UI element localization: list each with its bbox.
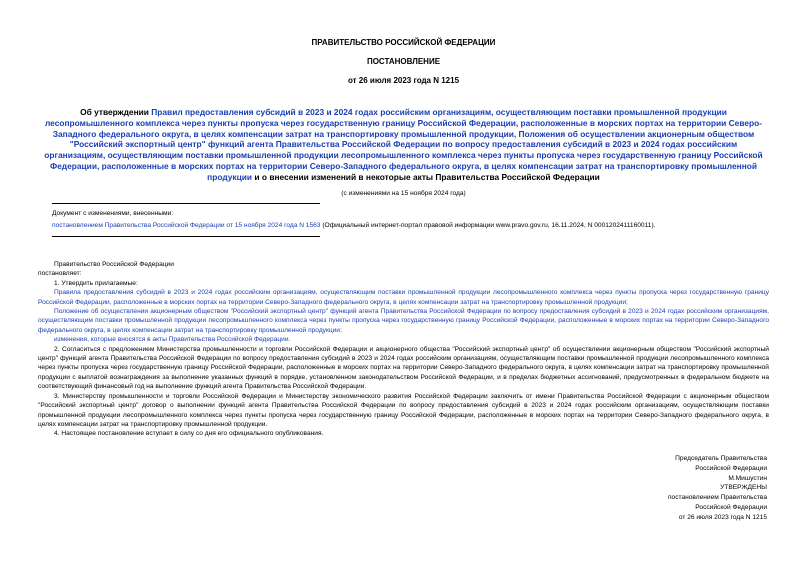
date-number-heading: от 26 июля 2023 года N 1215 [347,76,460,85]
title-link-rules[interactable]: Правил предоставления субсидий в 2023 и 2024 годах российским организациям, осуществляющим поставки промышленной продукции лесопромышленного комплекса через пункты пропуска через государственную границу Российской Федерации, расположенные в морских портах на территории Северо-Западного федерального округа, в целях компенсации затрат на транспортировку промышленной продукции, Положения об осуществлении акционерным обществом "Российский экспортный центр" функций агента Правительства Российской Федерации по вопросу предоставления субсидий в 2023 и 2024 годах российским организациям, осуществляющим поставки промышленной продукции лесопромышленного комплекса через пункты пропуска через государственную границу Российской Федерации, расположенные в морских портах на территории Северо-Западного федерального округа, в целях компенсации затрат на транспортировку промышленной продукции [44,107,763,182]
government-heading: ПРАВИТЕЛЬСТВО РОССИЙСКОЙ ФЕДЕРАЦИИ [311,38,496,47]
intro-government: Правительство Российской Федерации [54,261,174,268]
paragraph-3: 3. Министерству промышленности и торговли Российской Федерации и Министерству экономического развития Российской Федерации заключить от имени Правительства Российской Федерации с акционерным обществом "Российский экспортный центр" договор о выполнении функций агента Правительства Российской Федерации по вопросу предоставления субсидий в 2023 и 2024 годах российским организациям, осуществляющим поставки промышленной продукции лесопромышленного комплекса через пункты пропуска через государственную границу Российской Федерации, расположенные в морских портах на территории Северо-Западного федерального округа, в целях компенсации затрат на транспортировку промышленной продукции. [38,392,769,428]
intro-resolves: постановляет: [38,270,82,278]
title-suffix: и о внесении изменений в некоторые акты Правительства Российской Федерации [252,171,600,182]
paragraph-1: 1. Утвердить прилагаемые: [54,279,138,287]
divider-bottom [52,236,320,237]
amendment-source: (Официальный интернет-портал правовой информации www.pravo.gov.ru, 16.11.2024, N 0001202411160011). [320,222,656,229]
paragraph-1a-link[interactable]: Правила предоставления субсидий в 2023 и 2024 годах российским организациям, осуществляющим поставки промышленной продукции лесопромышленного комплекса через пункты пропуска через государственную границу Российской Федерации, расположенные в морских портах на территории Северо-Западного федерального округа, в целях компенсации затрат на транспортировку промышленной продукции; [38,289,769,306]
amendments-entry [52,221,772,230]
document-body [38,260,769,439]
revision-note: (с изменениями на 15 ноября 2024 года) [341,190,466,197]
approved-label: УТВЕРЖДЕНЫ [720,484,767,492]
signature-position: Председатель Правительства [675,455,767,462]
approved-date: от 26 июля 2023 года N 1215 [678,513,767,521]
document-title [40,107,767,183]
doc-type-heading: ПОСТАНОВЛЕНИЕ [366,57,441,66]
amendment-link[interactable]: постановлением Правительства Российской Федерации от 15 ноября 2024 года N 1563 [52,222,321,229]
title-prefix: Об утверждении [80,107,152,117]
amendments-label: Документ с изменениями, внесенными: [52,210,174,217]
approved-country: Российской Федерации [695,503,767,511]
signature-country: Российской Федерации [695,464,767,472]
signature-name: М.Мишустин [728,474,767,482]
paragraph-1c-link[interactable]: изменения, которые вносятся в акты Правительства Российской Федерации. [54,336,291,344]
paragraph-4: 4. Настоящее постановление вступает в силу со дня его официального опубликования. [54,430,324,438]
paragraph-2: 2. Согласиться с предложением Министерства промышленности и торговли Российской Федерации и акционерного общества "Российский экспортный центр" об осуществлении акционерным обществом "Российский экспортный центр" функций агента Правительства Российской Федерации по вопросу предоставления субсидий в 2023 и 2024 годах российским организациям, осуществляющим поставки промышленной продукции лесопромышленного комплекса через пункты пропуска через государственную границу Российской Федерации, расположенные в морских портах на территории Северо-Западного федерального округа, в целях компенсации затрат на транспортировку промышленной продукции с выплатой вознаграждения за выполнение указанных функций в порядке, установленном законодательством Российской Федерации, и в пределах бюджетных ассигнований, предусмотренных в федеральном бюджете на соответствующий финансовый год на выполнение функций агента Правительства Российской Федерации. [38,345,769,391]
signature-block [668,454,767,523]
approved-by: постановлением Правительства [667,494,767,502]
amendments-block [52,209,772,230]
divider-top [52,203,320,204]
paragraph-1b-link[interactable]: Положение об осуществлении акционерным обществом "Российский экспортный центр" функций агента Правительства Российской Федерации по вопросу предоставления субсидий в 2023 и 2024 годах российским организациям, осуществляющим поставки промышленной продукции лесопромышленного комплекса через пункты пропуска через государственную границу Российской Федерации, расположенные в морских портах на территории Северо-Западного федерального округа, в целях компенсации затрат на транспортировку промышленной продукции; [38,308,769,334]
